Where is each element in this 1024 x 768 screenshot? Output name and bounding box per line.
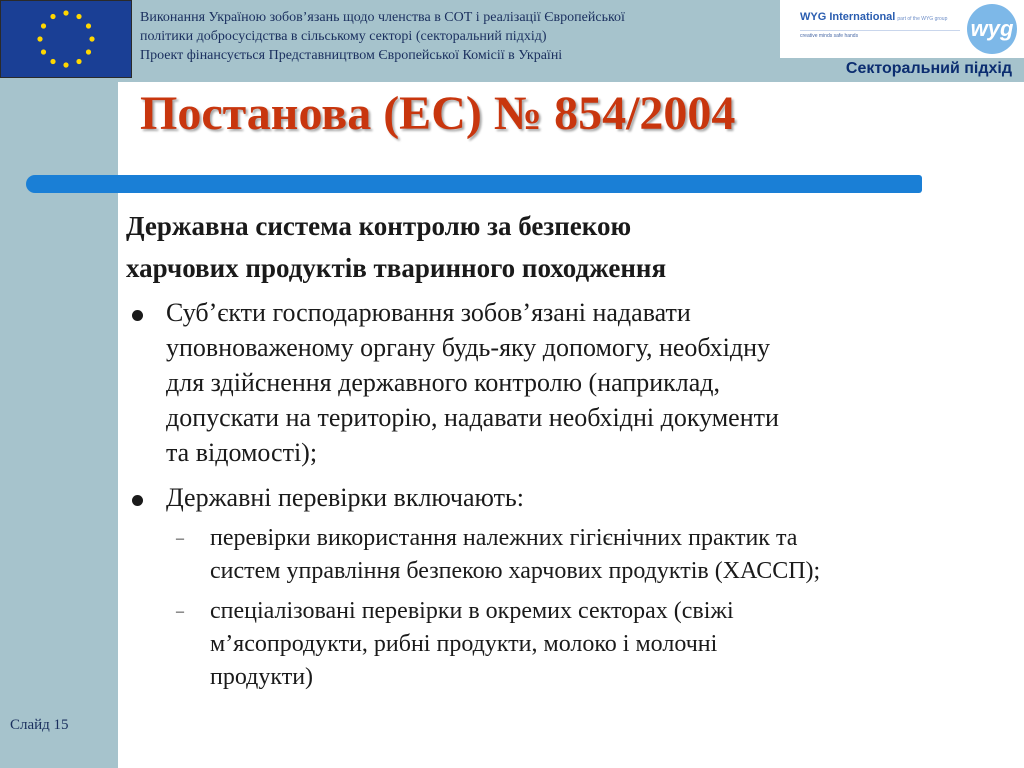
slide-content [128,205,1008,694]
eu-star-icon [41,23,46,28]
bullet-line: для здійснення державного контролю (наприклад, [166,368,721,397]
sub-bullet-line: перевірки використання належних гігієнічних практик та [210,525,798,551]
sector-label: Секторальний підхід [845,60,1012,77]
left-decorative-band [0,0,118,768]
sub-bullet-line: м’ясопродукти, рибні продукти, молоко і молочні [210,631,718,657]
wyg-logo-part-of: part of the WYG group [897,16,948,22]
eu-stars-graphic [1,1,131,77]
slide-subheading [126,205,1006,289]
sub-bullet-line: систем управління безпекою харчових продуктів (ХАССП); [210,558,821,584]
wyg-badge-icon: wyg [967,4,1017,54]
eu-star-icon [86,49,91,54]
eu-star-icon [76,59,81,64]
eu-flag-icon [0,0,132,78]
project-header-line: Проект фінансується Представництвом Європейської Комісії в Україні [140,48,563,63]
wyg-logo-title: WYG International [800,11,896,23]
wyg-logo-tagline: creative minds safe hands [800,33,859,39]
eu-star-icon [50,59,55,64]
bullet-line: та відомості); [166,438,318,467]
title-underline-bar [26,175,922,193]
sub-bullet-line: спеціалізовані перевірки в окремих секторах (свіжі [210,598,734,624]
bullet-item [128,480,1008,515]
sub-bullet-item [128,522,1008,588]
sub-bullet-line: продукти) [210,664,314,690]
project-header-line: Виконання Україною зобов’язань щодо членства в СОТ і реалізації Європейської [140,10,625,25]
eu-star-icon [76,14,81,19]
logo-divider [800,30,960,31]
subheading-line: харчових продуктів тваринного походження [126,253,667,283]
eu-star-icon [41,49,46,54]
bullet-line: уповноваженому органу будь-яку допомогу, необхідну [166,333,771,362]
eu-star-icon [86,23,91,28]
eu-star-icon [50,14,55,19]
bullet-dot-icon [132,310,143,321]
bullet-line: Державні перевірки включають: [166,483,525,512]
bullet-dot-icon [132,495,143,506]
subheading-line: Державна система контролю за безпекою [126,211,632,241]
dash-icon: – [176,530,184,547]
bullet-item [128,295,1008,470]
wyg-logo [780,0,1024,58]
dash-icon: – [176,603,184,620]
project-header [140,8,780,65]
eu-star-icon [89,36,94,41]
eu-star-icon [37,36,42,41]
project-header-line: політики добросусідства в сільському секторі (секторальний підхід) [140,29,547,44]
eu-star-icon [63,10,68,15]
slide-title: Постанова (ЕС) № 854/2004 [140,87,736,140]
sub-bullet-item [128,595,1008,694]
slide-number: Слайд 15 [10,717,69,733]
eu-star-icon [63,62,68,67]
wyg-logo-name [800,11,947,23]
bullet-line: допускати на територію, надавати необхідні документи [166,403,779,432]
bullet-line: Суб’єкти господарювання зобов’язані надавати [166,298,691,327]
